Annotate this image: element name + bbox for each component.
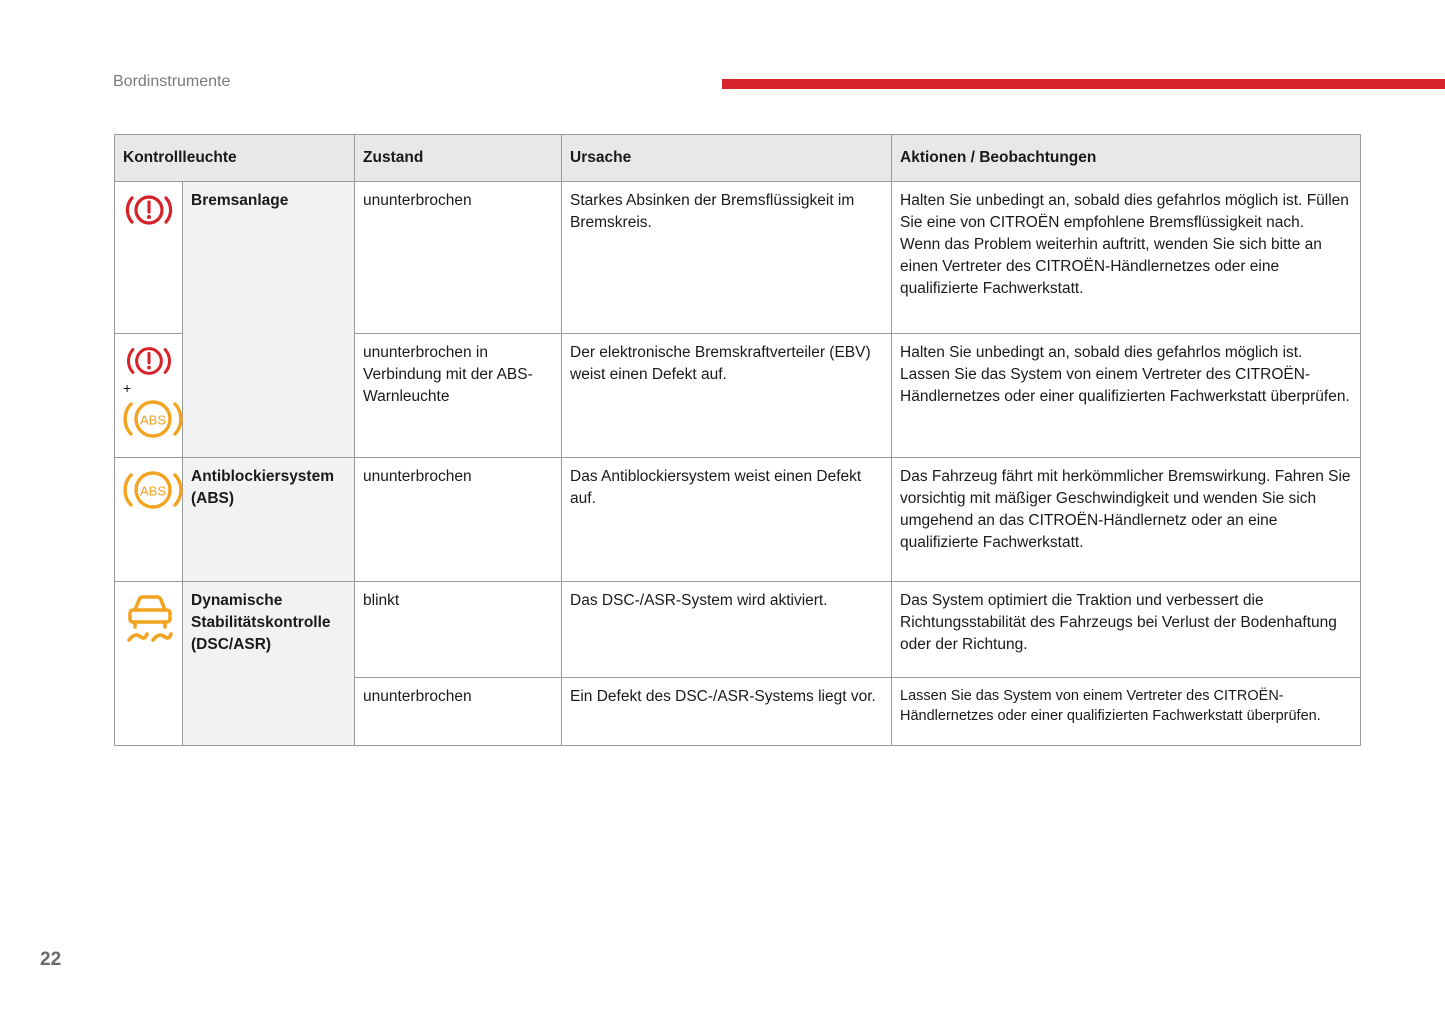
icon-cell: [115, 334, 183, 458]
table-row: [115, 582, 1361, 678]
page-number: 22: [40, 949, 62, 970]
column-header-zustand: Zustand: [355, 135, 562, 182]
brake-warning-icon: [123, 342, 175, 380]
warning-lights-table: [114, 134, 1361, 746]
table-header-row: [115, 135, 1361, 182]
light-name-dsc-asr: Dynamische Stabilitätskontrolle (DSC/ASR): [183, 582, 355, 746]
plus-sign: +: [123, 380, 132, 396]
zustand-cell: blinkt: [355, 582, 562, 678]
icon-cell: [115, 182, 183, 334]
light-name-bremsanlage: Bremsanlage: [183, 182, 355, 458]
zustand-cell: ununterbrochen: [355, 182, 562, 334]
column-header-aktionen: Aktionen / Beobachtungen: [892, 135, 1361, 182]
svg-text:ABS: ABS: [139, 483, 167, 499]
ursache-cell: Der elektronische Bremskraftverteiler (EBV) weist einen Defekt auf.: [562, 334, 892, 458]
aktionen-cell: Halten Sie unbedingt an, sobald dies gefahrlos möglich ist. Lassen Sie das System von einem Vertreter des CITROËN-Händlernetzes oder einer qualifizierten Fachwerkstatt überprüfen.: [892, 334, 1361, 458]
light-name-abs: Antiblockiersystem (ABS): [183, 458, 355, 582]
aktionen-cell: Lassen Sie das System von einem Vertreter des CITROËN-Händlernetzes oder einer qualifizierten Fachwerkstatt überprüfen.: [892, 678, 1361, 746]
accent-bar: [722, 79, 1445, 89]
abs-warning-icon: [123, 466, 183, 514]
section-title: Bordinstrumente: [113, 73, 231, 90]
brake-warning-icon: [123, 190, 175, 230]
stability-control-icon: [123, 590, 177, 648]
aktionen-cell: Halten Sie unbedingt an, sobald dies gefahrlos möglich ist. Füllen Sie eine von CITROËN empfohlene Bremsflüssigkeit nach. Wenn das Problem weiterhin auftritt, wenden Sie sich bitte an einen Vertreter des CITROËN-Händlernetzes oder eine qualifizierte Fachwerkstatt.: [892, 182, 1361, 334]
ursache-cell: Starkes Absinken der Bremsflüssigkeit im Bremskreis.: [562, 182, 892, 334]
zustand-cell: ununterbrochen in Verbindung mit der ABS-Warnleuchte: [355, 334, 562, 458]
icon-cell: [115, 582, 183, 746]
aktionen-cell: Das System optimiert die Traktion und verbessert die Richtungsstabilität des Fahrzeugs bei Verlust der Bodenhaftung oder der Richtung.: [892, 582, 1361, 678]
ursache-cell: Das DSC-/ASR-System wird aktiviert.: [562, 582, 892, 678]
table-row: [115, 182, 1361, 334]
abs-warning-icon: [123, 395, 183, 443]
table-row: [115, 458, 1361, 582]
column-header-ursache: Ursache: [562, 135, 892, 182]
zustand-cell: ununterbrochen: [355, 458, 562, 582]
svg-text:ABS: ABS: [139, 412, 167, 428]
ursache-cell: Ein Defekt des DSC-/ASR-Systems liegt vor.: [562, 678, 892, 746]
ursache-cell: Das Antiblockiersystem weist einen Defekt auf.: [562, 458, 892, 582]
column-header-kontrollleuchte: Kontrollleuchte: [115, 135, 355, 182]
aktionen-cell: Das Fahrzeug fährt mit herkömmlicher Bremswirkung. Fahren Sie vorsichtig mit mäßiger Geschwindigkeit und wenden Sie sich umgehend an das CITROËN-Händlernetz oder an eine qualifizierte Fachwerkstatt.: [892, 458, 1361, 582]
icon-cell: [115, 458, 183, 582]
zustand-cell: ununterbrochen: [355, 678, 562, 746]
